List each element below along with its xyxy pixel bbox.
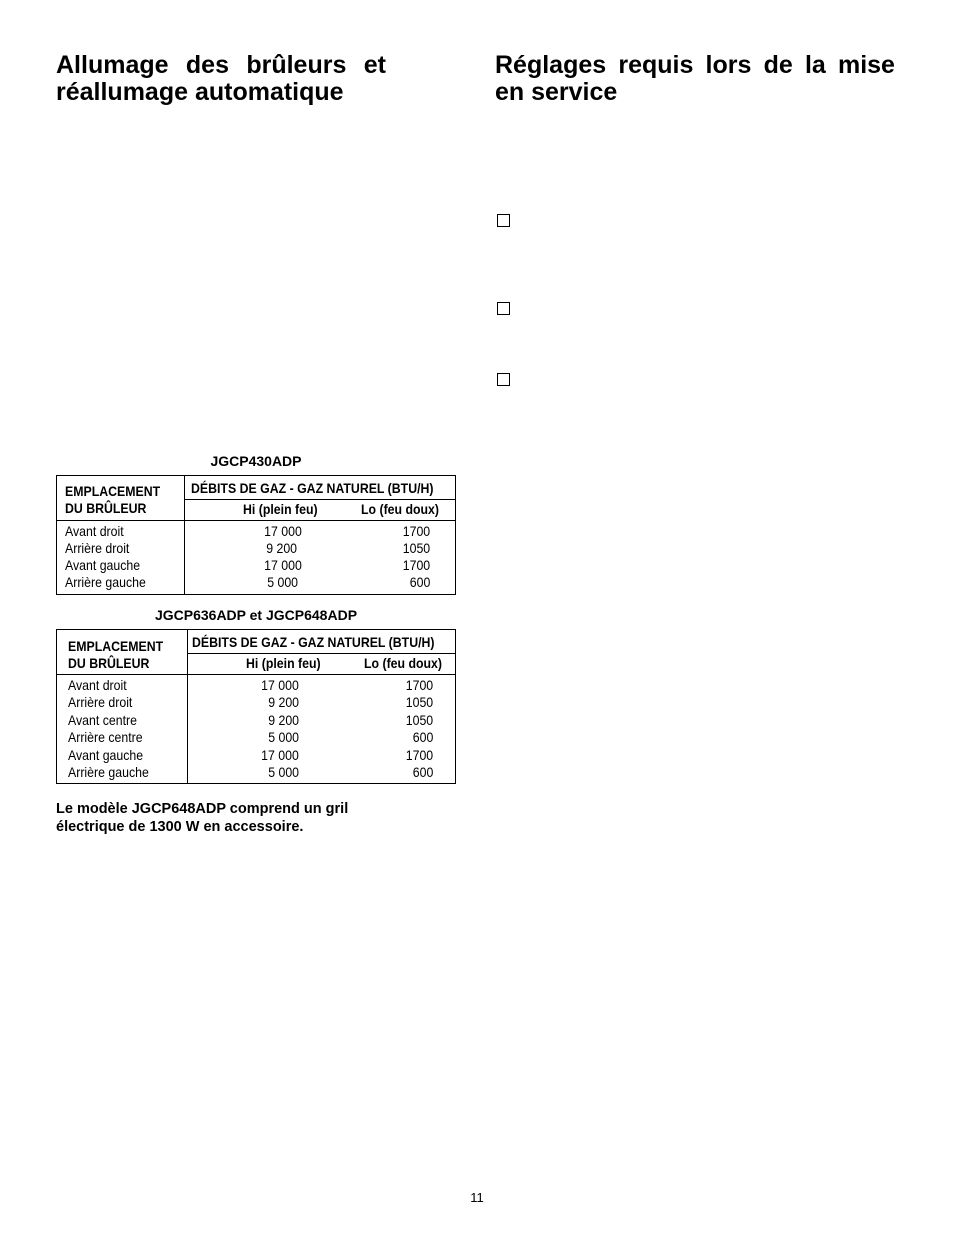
table2-location: Avant droit xyxy=(68,677,127,693)
table2-header-rates: DÉBITS DE GAZ - GAZ NATUREL (BTU/H) xyxy=(192,634,435,650)
table1-column-divider xyxy=(184,476,185,594)
table2-header-hi: Hi (plein feu) xyxy=(246,655,321,671)
table2-location: Arrière centre xyxy=(68,729,143,745)
table2-header-divider xyxy=(57,674,455,675)
table2-hi-value: 17 000 xyxy=(261,677,299,693)
table2-title: JGCP636ADP et JGCP648ADP xyxy=(154,607,358,623)
table1-header-rates: DÉBITS DE GAZ - GAZ NATUREL (BTU/H) xyxy=(191,480,434,496)
table1-hi-value: 17 000 xyxy=(264,557,302,573)
table2-hi-value: 9 200 xyxy=(268,694,299,710)
page-number: 11 xyxy=(470,1190,484,1205)
table1-location: Arrière droit xyxy=(65,540,130,556)
checklist-checkbox-3[interactable] xyxy=(497,373,510,386)
table1-header-hi: Hi (plein feu) xyxy=(243,501,318,517)
table1-hi-value: 9 200 xyxy=(266,540,297,556)
table2-subheader-divider xyxy=(188,653,455,654)
burner-rates-table-jgcp636adp-jgcp648adp xyxy=(56,629,456,784)
table2-hi-value: 5 000 xyxy=(268,764,299,780)
table2-header-location-2: DU BRÛLEUR xyxy=(68,655,150,671)
table2-location: Avant centre xyxy=(68,712,137,728)
table2-location: Arrière droit xyxy=(68,694,133,710)
table2-location: Avant gauche xyxy=(68,747,144,763)
checklist-checkbox-1[interactable] xyxy=(497,214,510,227)
table2-hi-value: 9 200 xyxy=(268,712,299,728)
left-heading-line2: réallumage automatique xyxy=(56,78,344,106)
grill-accessory-note: Le modèle JGCP648ADP comprend un gril électrique de 1300 W en accessoire. xyxy=(56,801,349,835)
right-heading-line1: Réglages requis lors de la mise xyxy=(495,51,895,79)
table1-header-lo: Lo (feu doux) xyxy=(361,501,440,517)
table1-hi-value: 5 000 xyxy=(267,574,298,590)
right-heading-line2: en service xyxy=(495,78,618,106)
table1-title: JGCP430ADP xyxy=(210,453,302,469)
table2-lo-value: 600 xyxy=(412,764,433,780)
burner-rates-table-jgcp430adp xyxy=(56,475,456,595)
right-section-heading xyxy=(495,52,895,106)
table1-header-location-1: EMPLACEMENT xyxy=(65,483,161,499)
table2-lo-value: 1700 xyxy=(405,677,433,693)
table1-lo-value: 1050 xyxy=(402,540,430,556)
checklist-checkbox-2[interactable] xyxy=(497,302,510,315)
table2-location: Arrière gauche xyxy=(68,764,149,780)
table2-header-location-1: EMPLACEMENT xyxy=(68,638,164,654)
left-section-heading xyxy=(56,52,386,106)
table1-location: Avant droit xyxy=(65,523,124,539)
table1-lo-value: 1700 xyxy=(402,557,430,573)
table1-lo-value: 600 xyxy=(409,574,430,590)
table1-location: Avant gauche xyxy=(65,557,141,573)
table1-hi-value: 17 000 xyxy=(264,523,302,539)
table1-header-divider xyxy=(57,520,455,521)
table1-subheader-divider xyxy=(185,499,455,500)
table1-header-location-2: DU BRÛLEUR xyxy=(65,500,147,516)
table2-hi-value: 17 000 xyxy=(261,747,299,763)
table1-lo-value: 1700 xyxy=(402,523,430,539)
left-heading-line1: Allumage des brûleurs et xyxy=(56,51,386,79)
table2-lo-value: 1050 xyxy=(405,694,433,710)
table2-header-lo: Lo (feu doux) xyxy=(364,655,443,671)
table2-lo-value: 600 xyxy=(412,729,433,745)
table2-lo-value: 1050 xyxy=(405,712,433,728)
table2-hi-value: 5 000 xyxy=(268,729,299,745)
table2-lo-value: 1700 xyxy=(405,747,433,763)
table1-location: Arrière gauche xyxy=(65,574,146,590)
